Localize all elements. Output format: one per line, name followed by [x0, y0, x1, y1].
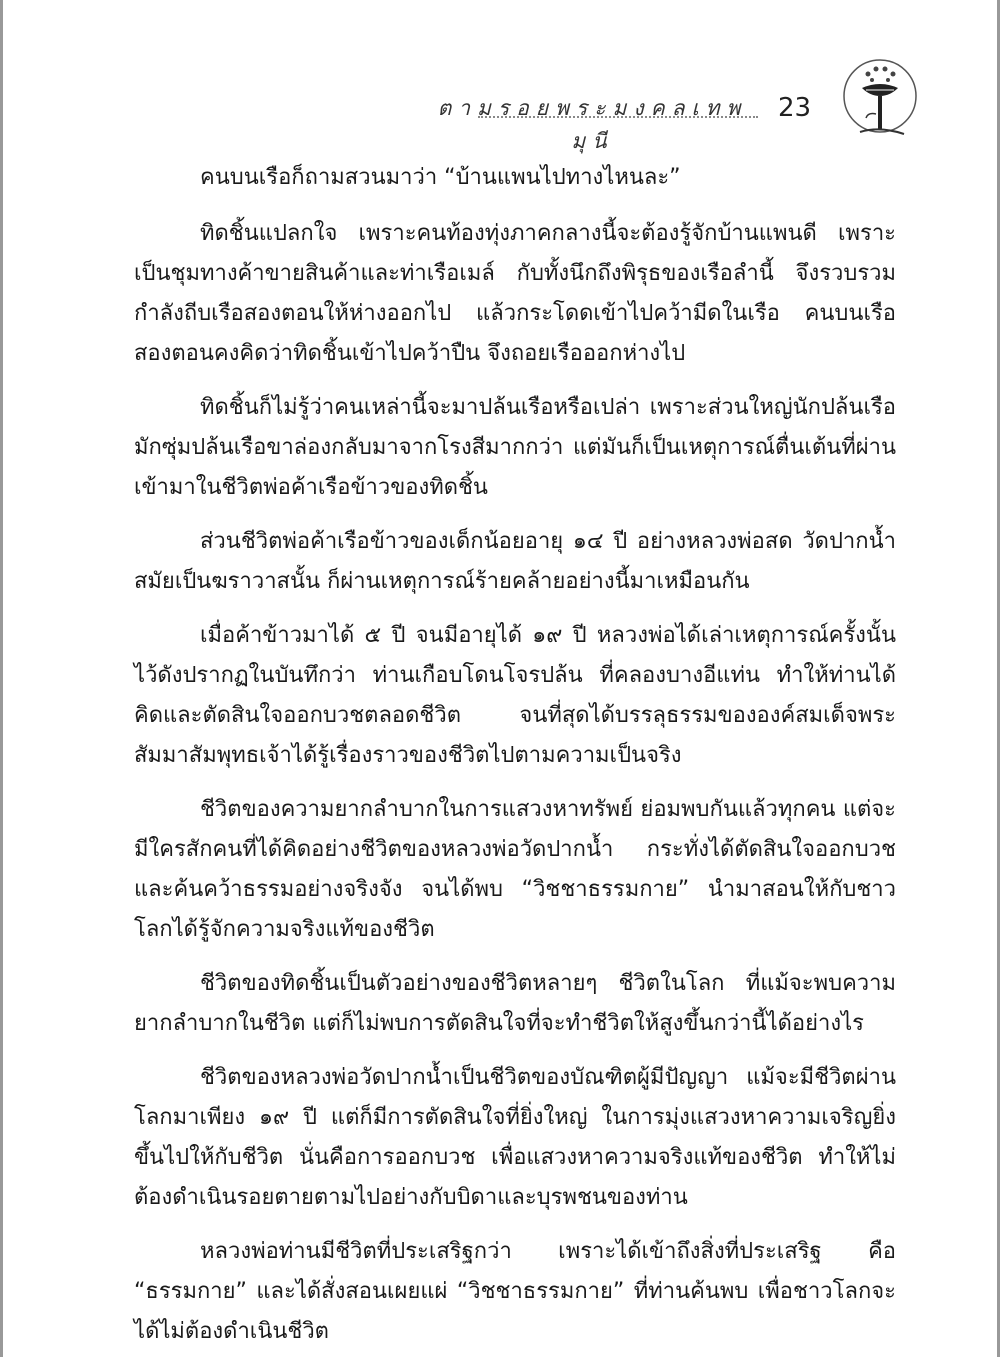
- paragraph: ทิดชิ้นแปลกใจ เพราะคนท้องทุ่งภาคกลางนี้จะต้องรู้จักบ้านแพนดี เพราะเป็นชุมทางค้าขายสินค้าและท่าเรือเมล์ กับทั้งนึกถึงพิรุธของเรือลำนี้ จึงรวบรวมกำลังถีบเรือสองตอนให้ห่างออกไป แล้วกระโดดเข้าไปคว้ามีดในเรือ คนบนเรือสองตอนคงคิดว่าทิดชิ้นเข้าไปคว้าปืน จึงถอยเรือออกห่างไป: [134, 221, 896, 366]
- lotus-emblem-icon: [832, 54, 928, 150]
- page-number: 23: [778, 93, 812, 123]
- paragraph: ส่วนชีวิตพ่อค้าเรือข้าวของเด็กน้อยอายุ ๑๔ ปี อย่างหลวงพ่อสด วัดปากน้ำสมัยเป็นฆราวาสนั้น ก็ผ่านเหตุการณ์ร้ายคล้ายอย่างนี้มาเหมือนกัน: [134, 529, 896, 594]
- body-text: [134, 158, 896, 1366]
- paragraph: คนบนเรือก็ถามสวนมาว่า “บ้านแพนไปทางไหนละ”: [200, 165, 681, 190]
- paragraph: ชีวิตของหลวงพ่อวัดปากน้ำเป็นชีวิตของบัณฑิตผู้มีปัญญา แม้จะมีชีวิตผ่านโลกมาเพียง ๑๙ ปี แต่ก็มีการตัดสินใจที่ยิ่งใหญ่ ในการมุ่งแสวงหาความเจริญยิ่งขึ้นไปให้กับชีวิต นั่นคือการออกบวช เพื่อแสวงหาความจริงแท้ของชีวิต ทำให้ไม่ต้องดำเนินรอยตายตามไปอย่างกับบิดาและบุรพชนของท่าน: [134, 1065, 896, 1210]
- paragraph: ชีวิตของความยากลำบากในการแสวงหาทรัพย์ ย่อมพบกันแล้วทุกคน แต่จะมีใครสักคนที่ได้คิดอย่างชีวิตของหลวงพ่อวัดปากน้ำ กระทั่งได้ตัดสินใจออกบวช และค้นคว้าธรรมอย่างจริงจัง จนได้พบ “วิชชาธรรมกาย” นำมาสอนให้กับชาวโลกได้รู้จักความจริงแท้ของชีวิต: [134, 797, 896, 942]
- dotted-underline: [478, 116, 758, 118]
- paragraph: เมื่อค้าข้าวมาได้ ๕ ปี จนมีอายุได้ ๑๙ ปี หลวงพ่อได้เล่าเหตุการณ์ครั้งนั้น ไว้ดังปรากฏในบันทึกว่า ท่านเกือบโดนโจรปล้น ที่คลองบางอีแท่น ทำให้ท่านได้คิดและตัดสินใจออกบวชตลอดชีวิต จนที่สุดได้บรรลุธรรมขององค์สมเด็จพระสัมมาสัมพุทธเจ้าได้รู้เรื่องราวของชีวิตไปตามความเป็นจริง: [134, 623, 896, 768]
- paragraph: ชีวิตของทิดชิ้นเป็นตัวอย่างของชีวิตหลายๆ ชีวิตในโลก ที่แม้จะพบความยากลำบากในชีวิต แต่ก็ไม่พบการตัดสินใจที่จะทำชีวิตให้สูงขึ้นกว่านี้ได้อย่างไร: [134, 971, 896, 1036]
- paragraph: ทิดชิ้นก็ไม่รู้ว่าคนเหล่านี้จะมาปล้นเรือหรือเปล่า เพราะส่วนใหญ่นักปล้นเรือมักซุ่มปล้นเรือขาล่องกลับมาจากโรงสีมากกว่า แต่มันก็เป็นเหตุการณ์ตื่นเต้นที่ผ่านเข้ามาในชีวิตพ่อค้าเรือข้าวของทิดชิ้น: [134, 395, 896, 500]
- running-title: ตามรอยพระมงคลเทพมุนี: [437, 96, 748, 153]
- paragraph: หลวงพ่อท่านมีชีวิตที่ประเสริฐกว่า เพราะได้เข้าถึงสิ่งที่ประเสริฐ คือ “ธรรมกาย” และได้สั่งสอนเผยแผ่ “วิชชาธรรมกาย” ที่ท่านค้นพบ เพื่อชาวโลกจะได้ไม่ต้องดำเนินชีวิต: [134, 1239, 896, 1344]
